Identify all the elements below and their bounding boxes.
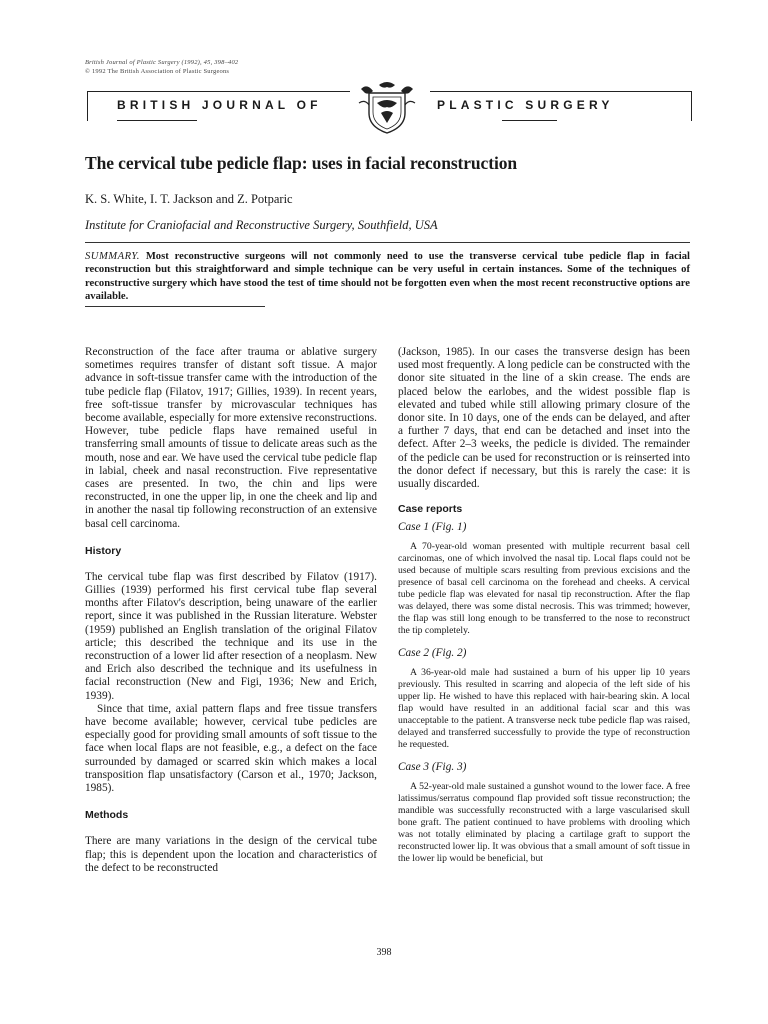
crest-logo-icon xyxy=(357,79,417,135)
summary-bottom-rule xyxy=(85,306,265,307)
case-2-title: Case 2 (Fig. 2) xyxy=(398,647,467,660)
banner-left-word: BRITISH JOURNAL OF xyxy=(117,98,322,112)
history-paragraph-2: Since that time, axial pattern flaps and free tissue transfers have become available; however, cervical tube pedicles are especially good for providing small amounts of soft tissue to the face when local flaps are not feasible, e.g., a defect on the face surrounded by damaged or scarred skin which makes a local transposition flap unsatisfactory (Carson et al., 1970; Jackson, 1985). xyxy=(85,702,377,795)
summary-top-rule xyxy=(85,242,690,243)
journal-banner xyxy=(87,83,692,127)
banner-right-word: PLASTIC SURGERY xyxy=(437,98,614,112)
citation-line-1: British Journal of Plastic Surgery (1992), 45, 398–402 xyxy=(85,59,239,66)
left-column xyxy=(85,346,377,875)
summary-text: Most reconstructive surgeons will not commonly need to use the transverse cervical tube pedicle flap in facial reconstruction but this straightforward and simple technique can be very useful in certain instances. Some of the techniques of reconstructive surgery which have stood the test of time should not be forgotten even when the most recent reconstructive options are available. xyxy=(85,251,690,302)
intro-paragraph: Reconstruction of the face after trauma or ablative surgery sometimes requires transfer of distant soft tissue. A major advance in soft-tissue transfer came with the introduction of the tube pedicle flap (Filatov, 1917; Gillies, 1939). In recent years, free soft-tissue transfer by microvascular techniques has become available, especially for more extensive reconstructions. However, tube pedicle flaps have remained useful in transferring small amounts of tissue to delicate areas such as the mouth, nose and ear. We have used the cervical tube pedicle flap in labial, cheek and nasal reconstruction. Five representative cases are presented. In two, the chin and lips were reconstructed, in one the upper lip, in one the cheek and lip and in another the nasal tip following reconstruction of an extensive basal cell carcinoma. xyxy=(85,346,377,530)
methods-paragraph: There are many variations in the design of the cervical tube flap; this is dependent upon the location and characteristics of the defect to be reconstructed xyxy=(85,835,377,874)
case-1-title: Case 1 (Fig. 1) xyxy=(398,521,467,534)
methods-heading: Methods xyxy=(85,809,129,822)
summary-abstract xyxy=(85,250,690,303)
summary-label: SUMMARY. xyxy=(85,251,140,262)
case-2-text: A 36-year-old male had sustained a burn of his upper lip 10 years previously. This resulted in scarring and alopecia of the left side of his upper lip. He wished to have this replaced with hair-bearing skin. A local flap would have resulted in an additional facial scar and this was unacceptable to the patient. A transverse neck tube pedicle flap was raised, delayed and transferred successfully to provide the type of reconstruction he requested. xyxy=(398,667,690,751)
citation-line-2: © 1992 The British Association of Plastic Surgeons xyxy=(85,68,230,75)
methods-continued-paragraph: (Jackson, 1985). In our cases the transverse design has been used most frequently. A long pedicle can be constructed with the donor site situated in the line of a skin crease. The ends are placed below the earlobes, and the widest possible flap is elevated and tubed while still allowing primary closure of the donor site. In 10 days, one of the ends can be delayed, and after a further 7 days, that end can be detached and inset into the defect. After 2–3 weeks, the pedicle is divided. The remainder of the pedicle can be used for reconstruction or is reinserted into the donor defect if necessary, but this is rarely the case: it is usually discarded. xyxy=(398,346,690,491)
case-3-title: Case 3 (Fig. 3) xyxy=(398,761,467,774)
case-1-text: A 70-year-old woman presented with multiple recurrent basal cell carcinomas, one of which involved the nasal tip. Local flaps could not be used because of multiple scars resulting from previous excisions and the presence of basal cell carcinoma on the forehead and cheeks. A cervical tube pedicle flap was elevated for nasal tip reconstruction. After the flap was delayed, there was some distal necrosis. This was trimmed; however, the flap was still long enough to be transferred to the nose to reconstruct the tip completely. xyxy=(398,541,690,637)
article-title: The cervical tube pedicle flap: uses in facial reconstruction xyxy=(85,153,517,173)
history-heading: History xyxy=(85,544,122,557)
history-paragraph-1: The cervical tube flap was first described by Filatov (1917). Gillies (1939) performed his first cervical tube flap several months after Filatov's description, being unaware of the earlier report, since it was published in the Russian literature. Webster (1959) published an English translation of the original Filatov article; this described the technique and its use in the reconstruction of a lower lid after resection of a neoplasm. New and Erich also described the technique and its usefulness in facial reconstruction (New and Figi, 1936; New and Erich, 1939). xyxy=(85,570,377,702)
case-3-text: A 52-year-old male sustained a gunshot wound to the lower face. A free latissimus/serratus compound flap provided soft tissue reconstruction; the mandible was successfully reconstructed with a large vascularised skull bone graft. The patient continued to have problems with drooling which was not totally eliminated by placing a cartilage graft to support the reconstructed lower lip. It was obvious that a small amount of soft tissue in the lower lip would be beneficial, but xyxy=(398,781,690,865)
journal-citation xyxy=(85,58,238,76)
right-column xyxy=(398,346,690,865)
page-number: 398 xyxy=(376,947,392,958)
article-affiliation: Institute for Craniofacial and Reconstructive Surgery, Southfield, USA xyxy=(85,218,438,232)
article-authors: K. S. White, I. T. Jackson and Z. Potparic xyxy=(85,192,293,206)
case-reports-heading: Case reports xyxy=(398,503,463,516)
